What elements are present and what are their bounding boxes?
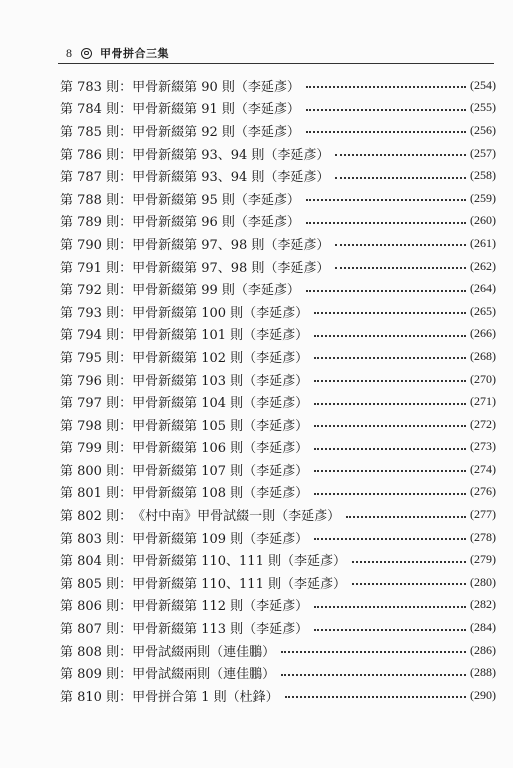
dot-leader [314, 470, 466, 472]
dot-leader [306, 222, 466, 224]
toc-entry [60, 323, 496, 346]
toc-entry [60, 97, 496, 120]
dot-leader [314, 335, 466, 337]
page-reference: (288) [470, 665, 496, 680]
entry-number: 第 808 則： [60, 644, 133, 660]
entry-number: 第 791 則： [60, 260, 133, 276]
entry-number: 第 807 則： [60, 622, 133, 638]
entry-title: 《村中南》甲骨試綴一則（李延彥） [132, 509, 341, 525]
toc-entry [60, 503, 496, 526]
running-header [66, 44, 169, 62]
entry-number: 第 787 則： [60, 170, 133, 186]
dot-leader [314, 425, 466, 427]
entry-title: 甲骨新綴第 113 則（李延彥） [132, 622, 309, 638]
page-reference: (255) [470, 100, 496, 115]
entry-title: 甲骨新綴第 101 則（李延彥） [132, 328, 309, 344]
entry-title: 甲骨新綴第 91 則（李延彥） [132, 102, 300, 118]
dot-leader [281, 674, 466, 676]
page-reference: (271) [470, 394, 496, 409]
entry-number: 第 784 則： [60, 102, 133, 118]
entry-number: 第 804 則： [60, 554, 133, 570]
toc-entry [60, 548, 496, 571]
entry-title: 甲骨新綴第 107 則（李延彥） [132, 463, 309, 479]
dot-leader [314, 493, 466, 495]
entry-title: 甲骨試綴兩則（連佳鵬） [132, 644, 276, 660]
page-reference: (286) [470, 642, 496, 657]
page-reference: (280) [470, 574, 496, 589]
dot-leader [346, 516, 466, 518]
page-reference: (290) [470, 687, 496, 702]
page-reference: (276) [470, 484, 496, 499]
entry-number: 第 810 則： [60, 689, 133, 705]
toc-entry [60, 210, 496, 233]
toc-entry [60, 684, 496, 707]
entry-number: 第 793 則： [60, 305, 133, 321]
entry-title: 甲骨新綴第 102 則（李延彥） [132, 350, 309, 366]
entry-title: 甲骨新綴第 93、94 則（李延彥） [132, 147, 330, 163]
toc-entry [60, 368, 496, 391]
entry-title: 甲骨新綴第 93、94 則（李延彥） [132, 170, 330, 186]
double-circle-icon [81, 48, 92, 59]
entry-number: 第 805 則： [60, 576, 133, 592]
dot-leader [352, 583, 466, 585]
entry-number: 第 796 則： [60, 373, 133, 389]
toc-entry [60, 277, 496, 300]
toc-entry [60, 616, 496, 639]
entry-number: 第 809 則： [60, 667, 133, 683]
toc-entry [60, 119, 496, 142]
toc-entry [60, 639, 496, 662]
dot-leader [314, 538, 466, 540]
dot-leader [335, 154, 466, 156]
page-reference: (273) [470, 439, 496, 454]
dot-leader [306, 109, 466, 111]
dot-leader [335, 244, 466, 246]
entry-title: 甲骨新綴第 96 則（李延彥） [132, 215, 300, 231]
page-reference: (268) [470, 348, 496, 363]
dot-leader [314, 380, 466, 382]
entry-title: 甲骨新綴第 112 則（李延彥） [132, 599, 309, 615]
dot-leader [352, 561, 466, 563]
toc-entry [60, 187, 496, 210]
entry-title: 甲骨新綴第 97、98 則（李延彥） [132, 260, 330, 276]
page-reference: (259) [470, 190, 496, 205]
toc-entry [60, 661, 496, 684]
dot-leader [306, 86, 466, 88]
entry-title: 甲骨新綴第 92 則（李延彥） [132, 124, 300, 140]
entry-number: 第 794 則： [60, 328, 133, 344]
toc-entry [60, 571, 496, 594]
page-reference: (266) [470, 326, 496, 341]
toc-entry [60, 390, 496, 413]
entry-number: 第 799 則： [60, 441, 133, 457]
entry-number: 第 798 則： [60, 418, 133, 434]
page-reference: (261) [470, 235, 496, 250]
entry-number: 第 789 則： [60, 215, 133, 231]
page-number: 8 [66, 45, 72, 60]
toc-entry [60, 436, 496, 459]
dot-leader [314, 629, 466, 631]
entry-number: 第 803 則： [60, 531, 133, 547]
page-reference: (262) [470, 258, 496, 273]
entry-number: 第 795 則： [60, 350, 133, 366]
entry-title: 甲骨新綴第 95 則（李延彥） [132, 192, 300, 208]
entry-title: 甲骨試綴兩則（連佳鵬） [132, 667, 276, 683]
toc-entry [60, 345, 496, 368]
book-title: 甲骨拼合三集 [100, 47, 169, 60]
entry-number: 第 783 則： [60, 79, 133, 95]
page-reference: (258) [470, 168, 496, 183]
page-reference: (265) [470, 303, 496, 318]
page-reference: (274) [470, 461, 496, 476]
page-reference: (272) [470, 416, 496, 431]
toc-entry [60, 255, 496, 278]
entry-title: 甲骨新綴第 105 則（李延彥） [132, 418, 309, 434]
entry-title: 甲骨新綴第 97、98 則（李延彥） [132, 237, 330, 253]
toc-entry [60, 300, 496, 323]
entry-title: 甲骨新綴第 109 則（李延彥） [132, 531, 309, 547]
toc-entry [60, 481, 496, 504]
entry-number: 第 801 則： [60, 486, 133, 502]
page-reference: (260) [470, 213, 496, 228]
entry-title: 甲骨新綴第 100 則（李延彥） [132, 305, 309, 321]
toc-entry [60, 142, 496, 165]
entry-number: 第 792 則： [60, 283, 133, 299]
toc-entry [60, 74, 496, 97]
dot-leader [314, 403, 466, 405]
entry-title: 甲骨新綴第 99 則（李延彥） [132, 283, 300, 299]
dot-leader [314, 606, 466, 608]
entry-number: 第 788 則： [60, 192, 133, 208]
dot-leader [306, 131, 466, 133]
dot-leader [314, 357, 466, 359]
entry-number: 第 802 則： [60, 509, 133, 525]
toc-entry [60, 594, 496, 617]
entry-number: 第 790 則： [60, 237, 133, 253]
dot-leader [285, 696, 466, 698]
entry-title: 甲骨新綴第 104 則（李延彥） [132, 396, 309, 412]
page-reference: (279) [470, 552, 496, 567]
entry-title: 甲骨新綴第 106 則（李延彥） [132, 441, 309, 457]
toc-entry [60, 526, 496, 549]
entry-title: 甲骨拼合第 1 則（杜鋒） [132, 689, 279, 705]
page-reference: (270) [470, 371, 496, 386]
page-reference: (257) [470, 145, 496, 160]
toc-entry [60, 458, 496, 481]
dot-leader [314, 448, 466, 450]
entry-title: 甲骨新綴第 110、111 則（李延彥） [132, 576, 346, 592]
dot-leader [335, 267, 466, 269]
dot-leader [314, 312, 466, 314]
page-reference: (256) [470, 122, 496, 137]
dot-leader [306, 199, 466, 201]
entry-number: 第 800 則： [60, 463, 133, 479]
entry-number: 第 785 則： [60, 124, 133, 140]
page-reference: (254) [470, 77, 496, 92]
table-of-contents [60, 74, 496, 707]
entry-number: 第 786 則： [60, 147, 133, 163]
page-reference: (282) [470, 597, 496, 612]
entry-number: 第 797 則： [60, 396, 133, 412]
toc-entry [60, 232, 496, 255]
page-reference: (264) [470, 281, 496, 296]
page-reference: (278) [470, 529, 496, 544]
entry-title: 甲骨新綴第 110、111 則（李延彥） [132, 554, 346, 570]
page-reference: (277) [470, 507, 496, 522]
header-rule [58, 63, 494, 64]
entry-title: 甲骨新綴第 108 則（李延彥） [132, 486, 309, 502]
dot-leader [281, 651, 466, 653]
toc-entry [60, 164, 496, 187]
dot-leader [335, 177, 466, 179]
page-reference: (284) [470, 620, 496, 635]
dot-leader [306, 290, 466, 292]
entry-title: 甲骨新綴第 103 則（李延彥） [132, 373, 309, 389]
toc-entry [60, 413, 496, 436]
entry-title: 甲骨新綴第 90 則（李延彥） [132, 79, 300, 95]
entry-number: 第 806 則： [60, 599, 133, 615]
